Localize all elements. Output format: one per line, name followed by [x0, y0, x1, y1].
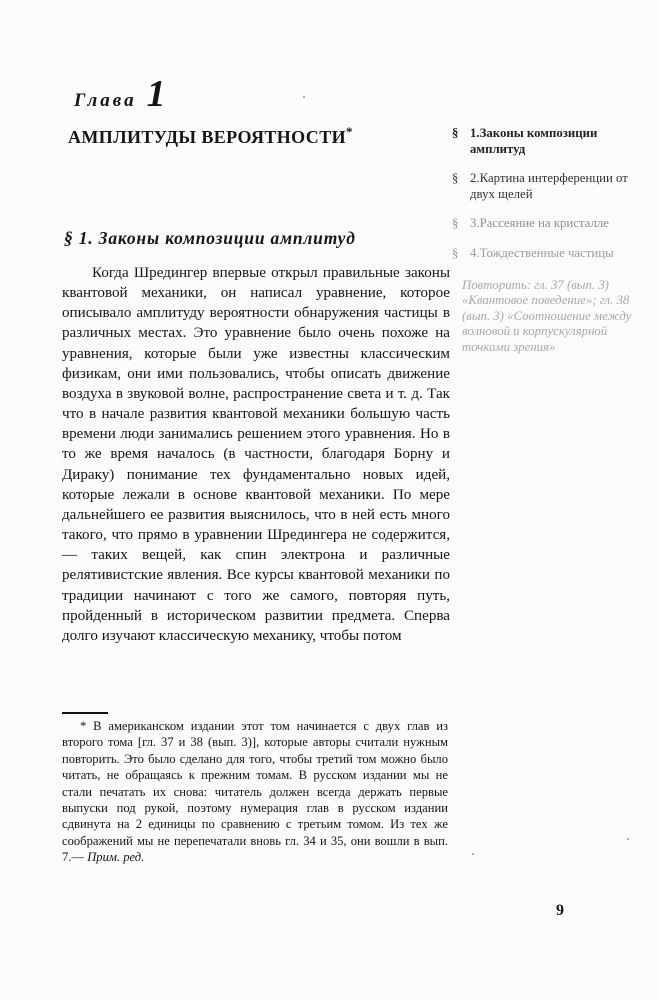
section-sign: § — [452, 171, 459, 186]
footnote-marker[interactable]: * — [346, 124, 353, 139]
body-paragraph: Когда Шредингер впервые открыл правильные законы квантовой механики, он написал уравнение, которое описывало амплитуду вероятности обнаружения частицы в различных местах. Это уравнение было очень похоже на уравнения, которые были уже известны классическим физикам, они ими пользовались, чтобы описать движение воздуха в звуковой волне, распространение света и т. д. Так что в начале развития квантовой механики большую часть времени люди занимались решением этого уравнения. Но в то же время началось (в частности, благодаря Борну и Дираку) понимание тех фундаментально новых идей, которые лежали в основе квантовой механики. По мере дальнейшего ее развития выяснилось, что в ней есть много такого, что прямо в уравнении Шредингера не содержится,— таких вещей, как спин электрона и различные релятивистские явления. Все курсы квантовой механики по традиции начинают с того же самого, повторяя путь, пройденный в историческом развитии предмета. Сперва долго изучают классическую механику, чтобы потом — [62, 265, 450, 644]
section-sign: § — [452, 216, 459, 231]
print-speck — [472, 853, 474, 855]
margin-toc-note — [452, 278, 642, 356]
margin-toc-item[interactable] — [452, 246, 642, 262]
margin-toc-item[interactable] — [452, 171, 642, 202]
footnote-divider — [62, 712, 108, 714]
chapter-heading — [74, 72, 166, 116]
section-sign: § — [452, 245, 459, 260]
footnote-text: * В американском издании этот том начинается с двух глав из второго тома [гл. 37 и 38 (вып. 3)], которые авторы считали нужным повторить. Это было сделано для того, чтобы третий том можно было читать, не обращаясь к прежним томам. В русском издании мы не стали печатать их снова: читатель должен всегда держать первые выпуски под рукой, поэтому нумерация глав в русском издании сдвинута на 2 единицы по сравнению с третьим томом. Из тех же соображений мы не перепечатали вновь гл. 34 и 35, они вошли в вып. 7.— — [62, 719, 448, 865]
chapter-title-text: АМПЛИТУДЫ ВЕРОЯТНОСТИ — [68, 127, 346, 147]
footnote — [62, 718, 448, 866]
footnote-editor-note: Прим. ред. — [87, 850, 145, 865]
page-number: 9 — [556, 902, 564, 919]
margin-toc-label: 1.Законы композиции амплитуд — [470, 126, 598, 156]
print-speck — [627, 838, 629, 840]
margin-toc-label: 4.Тождественные частицы — [470, 245, 614, 260]
chapter-title — [68, 124, 353, 148]
section-title: § 1. Законы композиции амплитуд — [64, 228, 356, 248]
margin-toc-label: 2.Картина интерференции от двух щелей — [470, 171, 628, 201]
chapter-number: 1 — [146, 73, 166, 115]
margin-contents — [452, 126, 642, 370]
print-speck — [303, 96, 305, 98]
margin-toc-note-text: Повторить: гл. 37 (вып. 3) «Квантовое поведение»; гл. 38 (вып. 3) «Соотношение между волновой и корпускулярной точками зрения» — [462, 277, 632, 354]
chapter-label: Глава — [74, 90, 137, 111]
section-sign: § — [452, 126, 459, 140]
margin-toc-label: 3.Рассеяние на кристалле — [470, 216, 609, 231]
margin-toc-item[interactable] — [452, 126, 642, 157]
margin-toc-item[interactable] — [452, 216, 642, 232]
